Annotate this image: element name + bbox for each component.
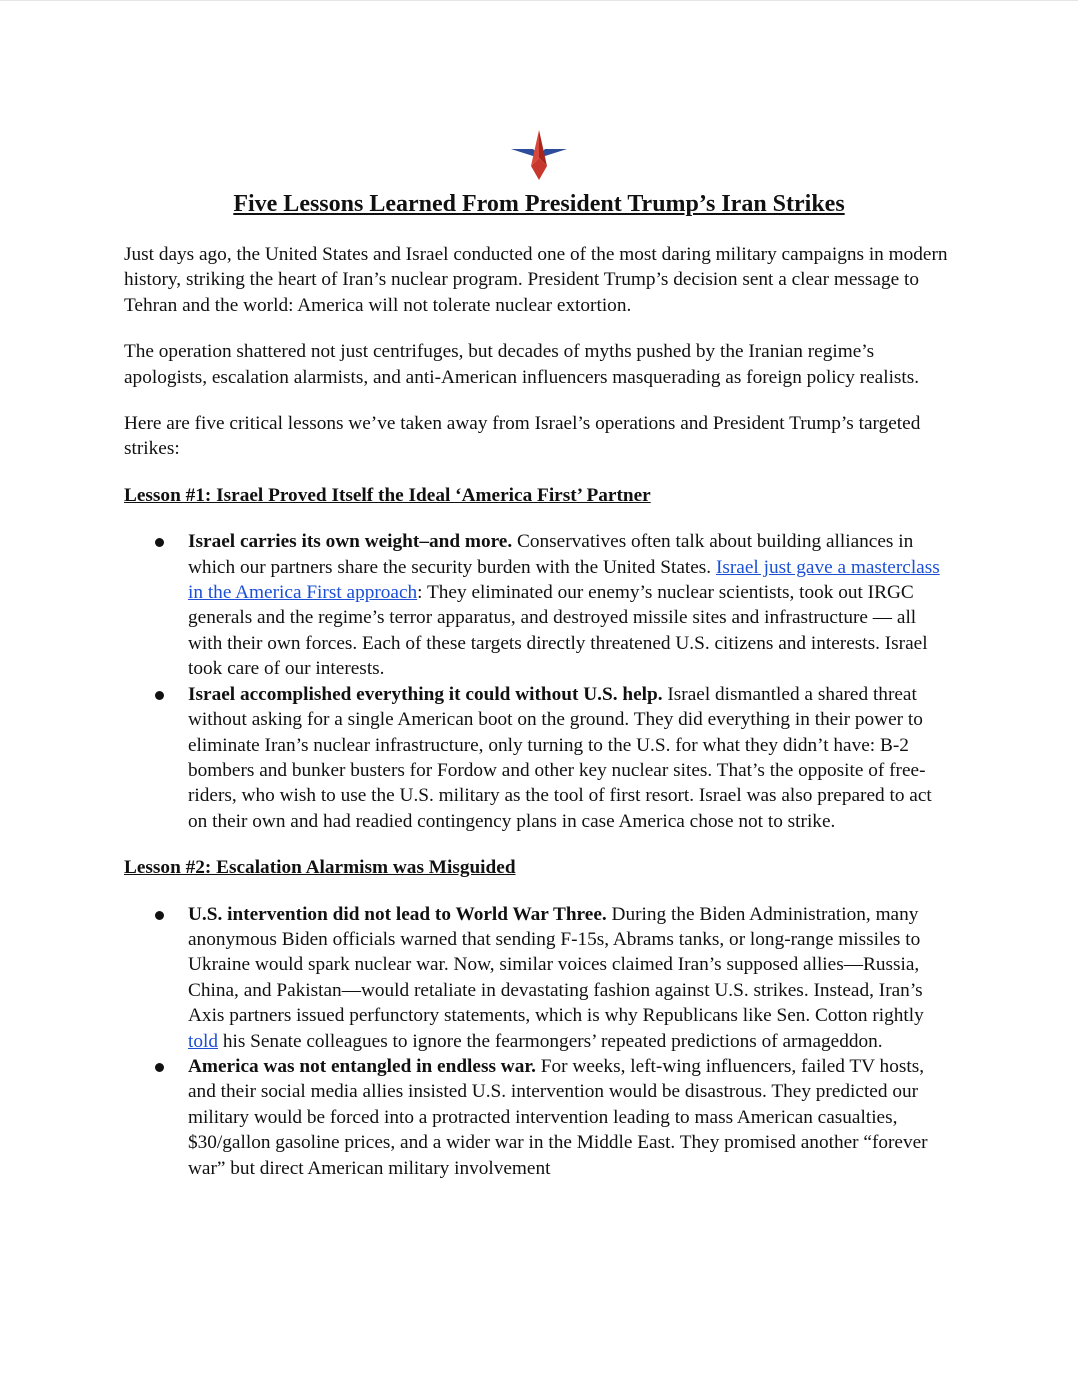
bullet-lead: Israel accomplished everything it could without U.S. help. <box>188 683 663 705</box>
list-item <box>124 529 954 681</box>
bullet-text: Israel dismantled a shared threat without asking for a single American boot on the ground. They did everything in their power to eliminate Iran’s nuclear infrastructure, only turning to the U.S. for what they didn’t have: B-2 bombers and bunker busters for Fordow and other key nuclear sites. That’s the opposite of free-riders, who wish to use the U.S. military as the tool of first resort. Israel was also prepared to act on their own and had readied contingency plans in case America chose not to strike. <box>188 683 932 832</box>
lesson-2-heading: Lesson #2: Escalation Alarmism was Misguided <box>124 857 516 879</box>
bullet-icon <box>155 911 164 920</box>
lesson-2-bullets <box>124 902 954 1181</box>
lesson-1-heading: Lesson #1: Israel Proved Itself the Ideal ‘America First’ Partner <box>124 484 651 506</box>
intro-paragraph-2: The operation shattered not just centrifuges, but decades of myths pushed by the Iranian regime’s apologists, escalation alarmists, and anti-American influencers masquerading as foreign policy realists. <box>124 341 920 388</box>
bullet-lead: Israel carries its own weight–and more. <box>188 531 513 553</box>
star-logo-icon <box>511 130 567 180</box>
lesson-1-bullets <box>124 529 954 834</box>
israel-masterclass-link[interactable]: Israel just gave a masterclass in the America First approach <box>188 556 940 604</box>
document-body <box>124 242 954 1202</box>
cotton-told-link[interactable]: told <box>188 1030 218 1052</box>
bullet-text: : They eliminated our enemy’s nuclear scientists, took out IRGC generals and the regime’s terror apparatus, and destroyed missile sites and infrastructure — all with their own forces. Each of these targets directly threatened U.S. citizens and interests. Israel took care of our interests. <box>188 582 928 680</box>
document-title: Five Lessons Learned From President Trump’s Iran Strikes <box>233 191 845 217</box>
intro-paragraph-3: Here are five critical lessons we’ve taken away from Israel’s operations and President Trump’s targeted strikes: <box>124 413 921 460</box>
bullet-icon <box>155 1063 164 1072</box>
intro-paragraph-1: Just days ago, the United States and Israel conducted one of the most daring military campaigns in modern history, striking the heart of Iran’s nuclear program. President Trump’s decision sent a clear message to Tehran and the world: America will not tolerate nuclear extortion. <box>124 244 948 316</box>
bullet-icon <box>155 691 164 700</box>
bullet-text: For weeks, left-wing influencers, failed TV hosts, and their social media allies insisted U.S. intervention would be disastrous. They predicted our military would be forced into a protracted intervention leading to mass American casualties, $30/gallon gasoline prices, and a wider war in the Middle East. They promised another “forever war” but direct American military involvement <box>188 1055 928 1179</box>
bullet-icon <box>155 538 164 547</box>
list-item <box>124 902 954 1054</box>
bullet-text: his Senate colleagues to ignore the fearmongers’ repeated predictions of armageddon. <box>218 1030 883 1052</box>
list-item <box>124 682 954 834</box>
bullet-lead: U.S. intervention did not lead to World War Three. <box>188 903 607 925</box>
list-item <box>124 1054 954 1181</box>
page-top-border <box>0 0 1078 1</box>
bullet-text: During the Biden Administration, many anonymous Biden officials warned that sending F-15s, Abrams tanks, or long-range missiles to Ukraine would spark nuclear war. Now, similar voices claimed Iran’s supposed allies—Russia, China, and Pakistan—would retaliate in devastating fashion against U.S. strikes. Instead, Iran’s Axis partners issued perfunctory statements, which is why Republicans like Sen. Cotton rightly <box>188 903 924 1027</box>
bullet-lead: America was not entangled in endless war. <box>188 1055 536 1077</box>
bullet-text: Conservatives often talk about building alliances in which our partners share the security burden with the United States. <box>188 531 914 578</box>
